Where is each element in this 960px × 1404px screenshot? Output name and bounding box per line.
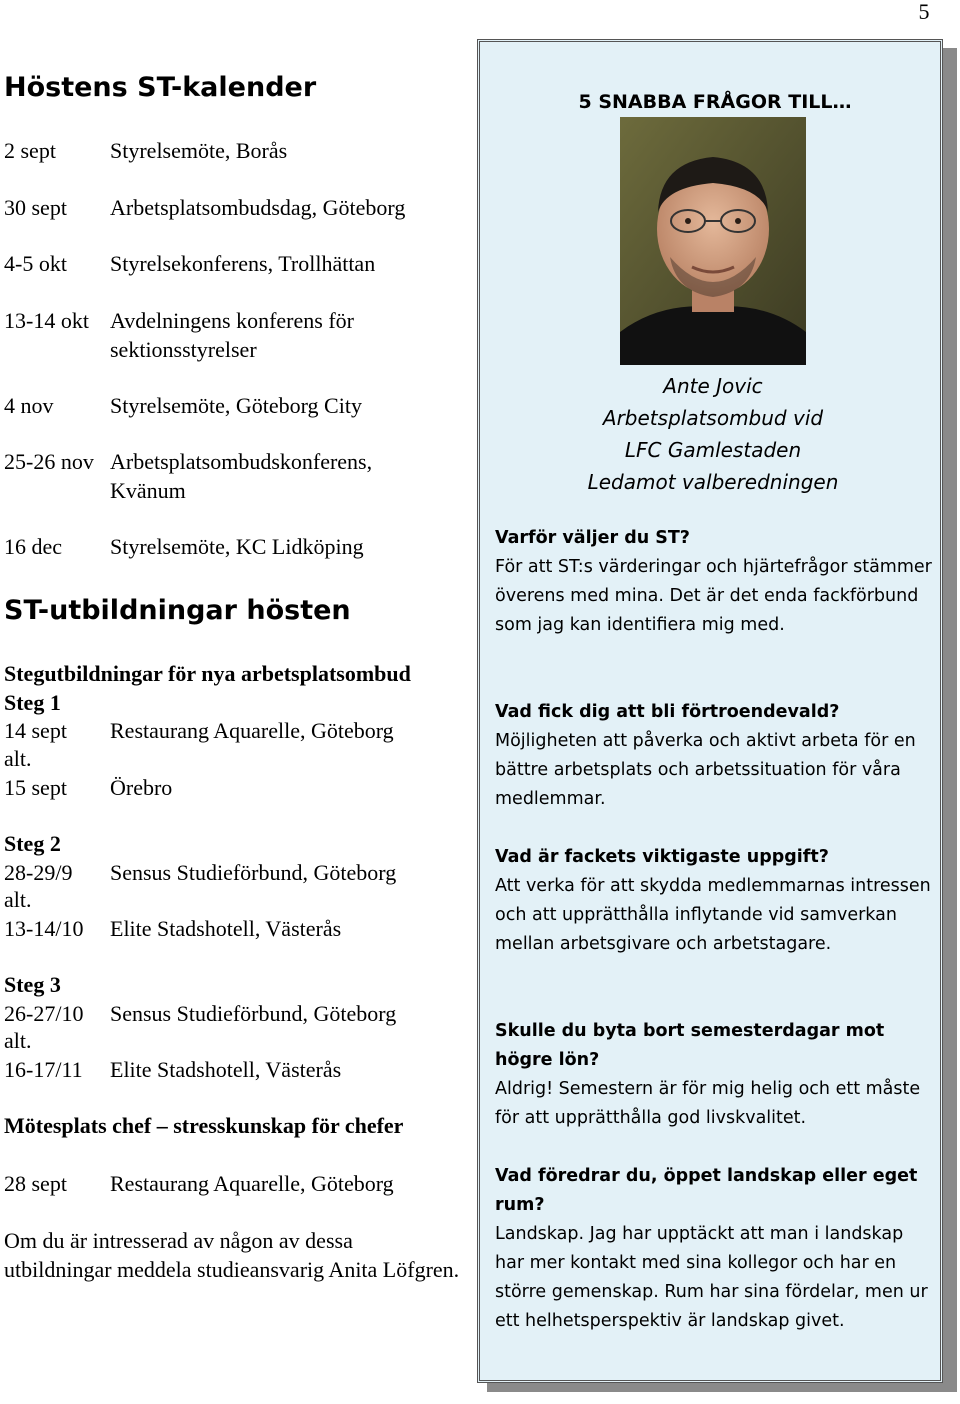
qa-item — [495, 698, 935, 814]
qa-item — [495, 1162, 935, 1336]
alt-label: alt. — [4, 746, 32, 771]
course-place: Restaurang Aquarelle, Göteborg — [110, 718, 394, 743]
event-text: Styrelsekonferens, Trollhättan — [110, 251, 376, 276]
course-date: 15 sept — [4, 775, 67, 800]
question: Vad fick dig att bli förtroendevald? — [495, 702, 840, 722]
event-date: 13-14 okt — [4, 308, 89, 333]
event-date: 2 sept — [4, 138, 56, 163]
event-text: Styrelsemöte, KC Lidköping — [110, 534, 364, 559]
course-date: 13-14/10 — [4, 916, 84, 941]
meeting-date: 28 sept — [4, 1171, 67, 1196]
event-date: 4-5 okt — [4, 251, 67, 276]
course-place: Sensus Studieförbund, Göteborg — [110, 1001, 397, 1026]
question: Skulle du byta bort semesterdagar mot högre lön? — [495, 1021, 885, 1070]
meeting-place: Restaurang Aquarelle, Göteborg — [110, 1171, 394, 1196]
page-number: 5 — [918, 0, 930, 24]
meeting-title: Mötesplats chef – stresskunskap för chefer — [4, 1113, 404, 1138]
step-label: Steg 1 — [4, 690, 61, 715]
caption-line: Arbetsplatsombud vid — [602, 406, 824, 430]
answer: Möjligheten att påverka och aktivt arbeta för en bättre arbetsplats och arbetssituation för våra medlemmar. — [495, 731, 916, 809]
training-subtitle: Stegutbildningar för nya arbetsplatsombud — [4, 661, 411, 686]
course-date: 14 sept — [4, 718, 67, 743]
course-place: Elite Stadshotell, Västerås — [110, 916, 342, 941]
question: Vad föredrar du, öppet landskap eller eget rum? — [495, 1166, 918, 1215]
portrait-photo — [620, 117, 806, 365]
caption-line: Ledamot valberedningen — [587, 470, 839, 494]
question: Varför väljer du ST? — [495, 528, 690, 548]
step-label: Steg 2 — [4, 831, 61, 856]
course-date: 28-29/9 — [4, 860, 73, 885]
course-place: Sensus Studieförbund, Göteborg — [110, 860, 397, 885]
event-text: Styrelsemöte, Borås — [110, 138, 288, 163]
answer: Att verka för att skydda medlemmarnas intressen och att upprätthålla inflytande vid samverkan mellan arbetsgivare och arbetstagare. — [495, 876, 931, 954]
qa-item — [495, 524, 935, 640]
caption-name: Ante Jovic — [663, 374, 763, 398]
course-place: Örebro — [110, 775, 173, 800]
interview-title: 5 SNABBA FRÅGOR TILL… — [578, 91, 852, 113]
caption-line: LFC Gamlestaden — [624, 438, 802, 462]
event-date: 4 nov — [4, 393, 54, 418]
event-text: Styrelsemöte, Göteborg City — [110, 393, 362, 418]
alt-label: alt. — [4, 1028, 32, 1053]
step-label: Steg 3 — [4, 972, 61, 997]
answer: Aldrig! Semestern är för mig helig och ett måste för att upprätthålla god livskvalitet. — [495, 1079, 921, 1128]
portrait-caption — [500, 370, 926, 498]
interview-box — [477, 39, 943, 1383]
answer: För att ST:s värderingar och hjärtefrågor stämmer överens med mina. Det är det enda fackförbund som jag kan identifiera mig med. — [495, 557, 932, 635]
qa-item — [495, 843, 935, 959]
answer: Landskap. Jag har upptäckt att man i landskap har mer kontakt med sina kollegor och har en större gemenskap. Rum har sina fördelar, men ur ett helhetsperspektiv är landskap givet. — [495, 1224, 928, 1331]
calendar-title: Höstens ST-kalender — [4, 72, 317, 103]
event-date: 25-26 nov — [4, 449, 94, 474]
qa-item — [495, 1017, 935, 1133]
event-text: Arbetsplatsombudsdag, Göteborg — [110, 195, 406, 220]
course-date: 26-27/10 — [4, 1001, 84, 1026]
course-date: 16-17/11 — [4, 1057, 83, 1082]
training-title: ST-utbildningar hösten — [4, 595, 351, 626]
question: Vad är fackets viktigaste uppgift? — [495, 847, 829, 867]
alt-label: alt. — [4, 887, 32, 912]
event-text: Avdelningens konferens för sektionsstyrelser — [110, 308, 354, 362]
event-date: 30 sept — [4, 195, 67, 220]
contact-note: Om du är intresserad av någon av dessa utbildningar meddela studieansvarig Anita Löfgren. — [4, 1228, 460, 1282]
event-date: 16 dec — [4, 534, 63, 559]
event-text: Arbetsplatsombudskonferens, Kvänum — [110, 449, 373, 503]
course-place: Elite Stadshotell, Västerås — [110, 1057, 342, 1082]
